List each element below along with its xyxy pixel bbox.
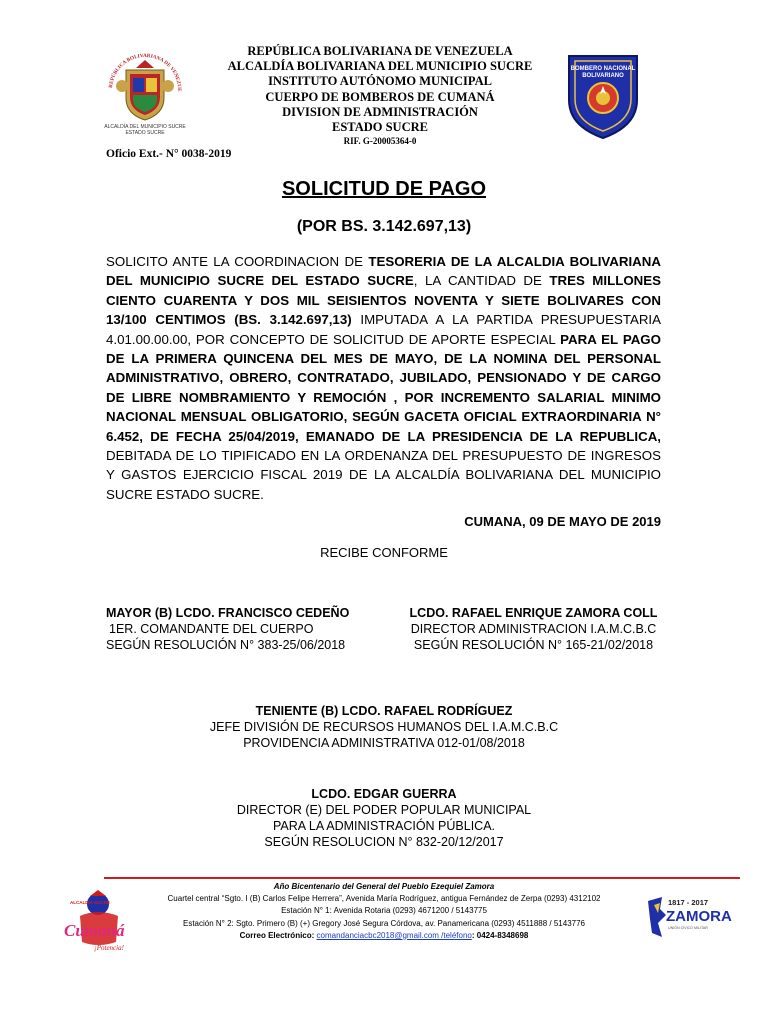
signatory-title: 1ER. COMANDANTE DEL CUERPO bbox=[109, 622, 314, 636]
email-link[interactable]: comandanciacbc2018@gmail.com /teléfono bbox=[316, 930, 472, 940]
oficio-number: Oficio Ext.- N° 0038-2019 bbox=[106, 148, 232, 160]
body-bold-text: PARA EL PAGO DE LA PRIMERA QUINCENA DEL MES DE MAYO, DE LA NOMINA DEL PERSONAL ADMINISTRATIVO, OBRERO, CONTRATADO, JUBILADO, PENSIONADO Y DE CARGO DE LIBRE NOMBRAMIENTO Y REMOCIÓN , POR INCREMENTO SALARIAL MINIMO NACIONAL MENSUAL OBLIGATORIO, SEGÚN GACETA OFICIAL EXTRAORDINARIA N° 6.452, DE FECHA 25/04/2019, EMANADO DE LA PRESIDENCIA DE LA REPUBLICA, bbox=[106, 331, 661, 444]
body-text: DEBITADA DE LO TIPIFICADO EN LA ORDENANZA DEL PRESUPUESTO DE INGRESOS Y GASTOS EJERCICIO FISCAL 2019 DE LA ALCALDÍA BOLIVARIANA DEL MUNICIPIO SUCRE ESTADO SUCRE. bbox=[106, 448, 661, 502]
signatory-title: DIRECTOR (E) DEL PODER POPULAR MUNICIPAL bbox=[236, 803, 532, 817]
document-title: SOLICITUD DE PAGO bbox=[281, 178, 487, 200]
signature-block-commander bbox=[106, 605, 349, 653]
signatory-resolution: SEGÚN RESOLUCIÓN N° 383-25/06/2018 bbox=[106, 638, 346, 652]
bomberos-badge-logo bbox=[563, 50, 643, 140]
signatory-title: JEFE DIVISIÓN DE RECURSOS HUMANOS DEL I.A.M.C.B.C bbox=[209, 720, 559, 734]
document-date: CUMANA, 09 DE MAYO DE 2019 bbox=[464, 514, 661, 529]
alcaldia-seal-logo bbox=[102, 40, 188, 136]
badge-text-2: BOLIVARIANO bbox=[582, 73, 624, 79]
letterhead bbox=[210, 44, 550, 147]
letterhead-line: REPÚBLICA BOLIVARIANA DE VENEZUELA bbox=[247, 44, 513, 58]
signatory-name: TENIENTE (B) LCDO. RAFAEL RODRÍGUEZ bbox=[255, 704, 513, 718]
signatory-title: PARA LA ADMINISTRACIÓN PÚBLICA. bbox=[272, 819, 496, 833]
signature-block-hr bbox=[0, 703, 768, 751]
request-body bbox=[106, 252, 661, 504]
letterhead-line: DIVISION DE ADMINISTRACIÓN bbox=[282, 104, 478, 119]
footer-address: Cuartel central “Sgto. I (B) Carlos Felipe Herrera”, Avenida María Rodríguez, antigua Fernández de Zerpa (0293) 4312102 bbox=[167, 894, 601, 904]
signatory-name: LCDO. EDGAR GUERRA bbox=[311, 787, 457, 801]
signatory-resolution: PROVIDENCIA ADMINISTRATIVA 012-01/08/2018 bbox=[243, 736, 525, 750]
letterhead-line: ESTADO SUCRE bbox=[332, 120, 428, 135]
signatory-name: MAYOR (B) LCDO. FRANCISCO CEDEÑO bbox=[106, 606, 350, 620]
logo-subtitle: UNIÓN CÍVICO MILITAR bbox=[668, 926, 708, 930]
logo-years: 1817 - 2017 bbox=[668, 898, 709, 907]
seal-caption-2: ESTADO SUCRE bbox=[125, 130, 165, 136]
signatory-resolution: SEGÚN RESOLUCIÓN N° 165-21/02/2018 bbox=[413, 638, 654, 652]
body-text: , LA CANTIDAD DE bbox=[413, 273, 550, 289]
body-bold-text: TRES MILLONES CIENTO CUARENTA Y DOS MIL SEISIENTOS NOVENTA Y SIETE BOLIVARES CON 13/100 CENTIMOS (BS. 3.142.697,13) bbox=[106, 273, 661, 328]
footer-station-2: Estación N° 2: Sgto. Primero (B) (+) Gregory José Segura Córdova, av. Panamericana (0293) 4511888 / 5143776 bbox=[182, 918, 585, 928]
footer-station-1: Estación N° 1: Avenida Rotaria (0293) 4671200 / 5143775 bbox=[281, 906, 487, 916]
footer-motto: Año Bicentenario del General del Pueblo Ezequiel Zamora bbox=[273, 882, 495, 891]
seal-caption-1: ALCALDÍA DEL MUNICIPIO SUCRE bbox=[104, 124, 186, 130]
body-bold-text: TESORERIA DE LA ALCALDIA BOLIVARIANA DEL MUNICIPIO SUCRE DEL ESTADO SUCRE bbox=[106, 254, 661, 289]
signatory-resolution: SEGÚN RESOLUCION N° 832-20/12/2017 bbox=[264, 835, 504, 849]
body-text: SOLICITO ANTE LA COORDINACION DE bbox=[106, 254, 369, 269]
logo-tagline: ¡Potencia! bbox=[94, 944, 124, 952]
seal-arc-text: REPÚBLICA BOLIVARIANA DE VENEZUE bbox=[108, 52, 183, 92]
letterhead-line: CUERPO DE BOMBEROS DE CUMANÁ bbox=[265, 89, 495, 104]
footer-divider bbox=[104, 877, 740, 879]
letterhead-line: ALCALDÍA BOLIVARIANA DEL MUNICIPIO SUCRE bbox=[227, 59, 533, 74]
recibe-conforme: RECIBE CONFORME bbox=[320, 545, 448, 560]
letterhead-line: INSTITUTO AUTÓNOMO MUNICIPAL bbox=[268, 74, 492, 89]
rif-number: RIF. G-20005364-0 bbox=[343, 136, 417, 147]
logo-name: ZAMORA bbox=[666, 908, 732, 925]
logo-caption-top: ALCALDÍA SUCRE bbox=[70, 900, 110, 905]
signatory-name: LCDO. RAFAEL ENRIQUE ZAMORA COLL bbox=[409, 606, 658, 620]
phone-number: : 0424-8348698 bbox=[471, 930, 529, 940]
signature-block-director bbox=[406, 605, 661, 653]
signatory-title: DIRECTOR ADMINISTRACION I.A.M.C.B.C bbox=[410, 622, 657, 636]
body-text: IMPUTADA A LA PARTIDA PRESUPUESTARIA 4.01.00.00.00, POR CONCEPTO DE SOLICITUD DE APORTE ESPECIAL bbox=[106, 312, 661, 347]
badge-text-1: BOMBERO NACIONAL bbox=[570, 66, 636, 72]
signature-block-popular-power bbox=[0, 786, 768, 850]
alcaldia-cumana-logo bbox=[60, 886, 128, 958]
zamora-bicentennial-logo bbox=[644, 893, 732, 943]
logo-wordmark: Cumaná bbox=[64, 921, 125, 940]
document-amount: (POR BS. 3.142.697,13) bbox=[296, 218, 472, 235]
email-label: Correo Electrónico: bbox=[239, 930, 317, 940]
